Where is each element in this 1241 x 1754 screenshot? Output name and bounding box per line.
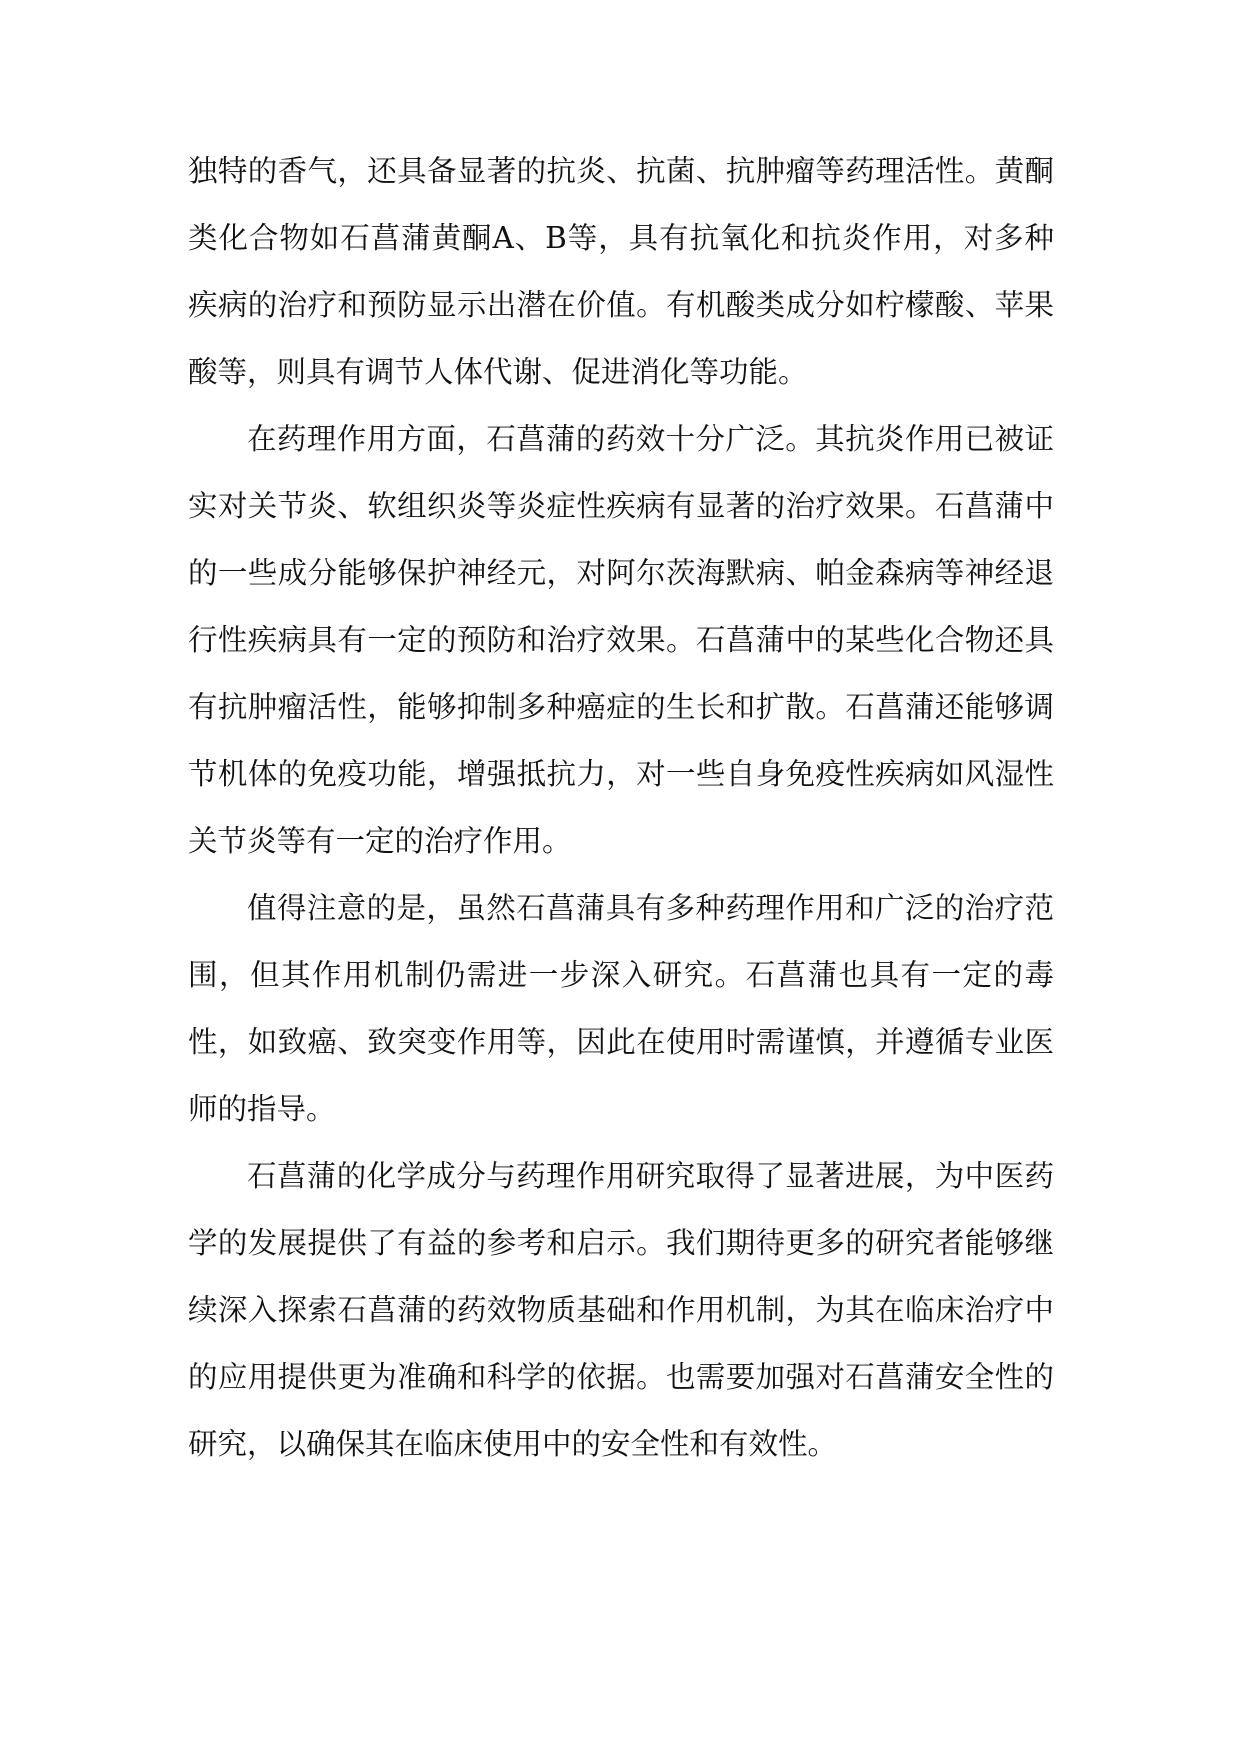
body-text — [188, 138, 1054, 1478]
paragraph: 值得注意的是，虽然石菖蒲具有多种药理作用和广泛的治疗范围，但其作用机制仍需进一步深入研究。石菖蒲也具有一定的毒性，如致癌、致突变作用等，因此在使用时需谨慎，并遵循专业医师的指导。 — [188, 891, 1054, 1126]
paragraph: 独特的香气，还具备显著的抗炎、抗菌、抗肿瘤等药理活性。黄酮类化合物如石菖蒲黄酮A、B等，具有抗氧化和抗炎作用，对多种疾病的治疗和预防显示出潜在价值。有机酸类成分如柠檬酸、苹果酸等，则具有调节人体代谢、促进消化等功能。 — [188, 154, 1054, 389]
paragraph: 石菖蒲的化学成分与药理作用研究取得了显著进展，为中医药学的发展提供了有益的参考和启示。我们期待更多的研究者能够继续深入探索石菖蒲的药效物质基础和作用机制，为其在临床治疗中的应用提供更为准确和科学的依据。也需要加强对石菖蒲安全性的研究，以确保其在临床使用中的安全性和有效性。 — [188, 1159, 1054, 1461]
paragraph: 在药理作用方面，石菖蒲的药效十分广泛。其抗炎作用已被证实对关节炎、软组织炎等炎症性疾病有显著的治疗效果。石菖蒲中的一些成分能够保护神经元，对阿尔茨海默病、帕金森病等神经退行性疾病具有一定的预防和治疗效果。石菖蒲中的某些化合物还具有抗肿瘤活性，能够抑制多种癌症的生长和扩散。石菖蒲还能够调节机体的免疫功能，增强抵抗力，对一些自身免疫性疾病如风湿性关节炎等有一定的治疗作用。 — [188, 422, 1054, 858]
